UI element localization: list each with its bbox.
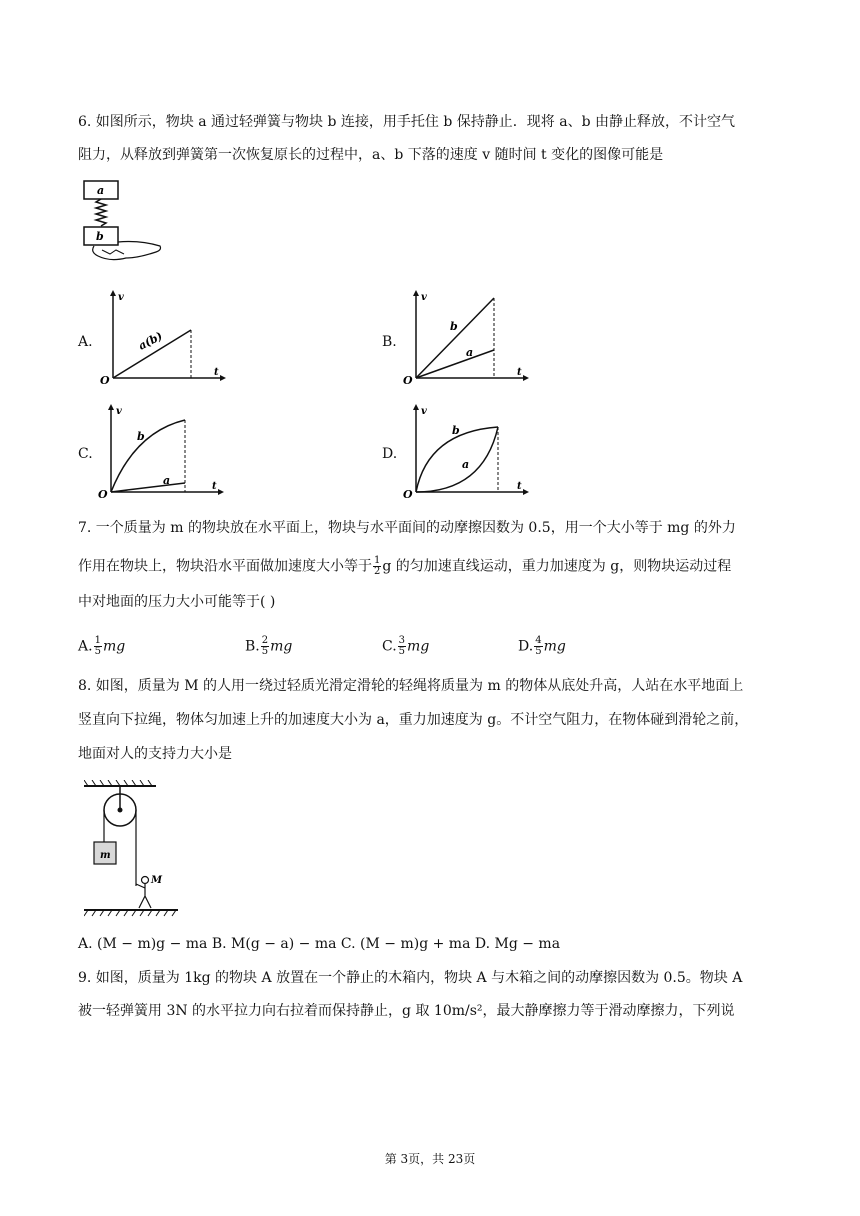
- q6-option-a-label[interactable]: A.: [78, 334, 93, 350]
- svg-text:t: t: [214, 367, 219, 378]
- svg-text:b: b: [450, 320, 458, 333]
- q7-option-d[interactable]: D. $\frac{4}{5}$ mg: [518, 635, 566, 657]
- svg-text:v: v: [421, 406, 427, 417]
- curve-label-ab: a(b): [136, 329, 165, 353]
- svg-text:t: t: [212, 481, 217, 492]
- svg-text:t: t: [517, 367, 522, 378]
- block-b-label: b: [96, 230, 104, 243]
- svg-text:b: b: [452, 424, 460, 437]
- q8-line-1: 8. 如图，质量为 M 的人用一绕过轻质光滑定滑轮的轻绳将质量为 m 的物体从底处升高，人站在水平地面上: [78, 678, 744, 694]
- svg-text:v: v: [116, 406, 122, 417]
- block-a-label: a: [97, 184, 105, 197]
- q7-option-a[interactable]: A. $\frac{1}{5}$ mg: [78, 635, 126, 657]
- curve-a: [111, 483, 185, 492]
- svg-text:M: M: [151, 875, 163, 886]
- svg-text:O: O: [100, 374, 110, 387]
- q6-option-b-graph: [398, 288, 533, 388]
- svg-text:v: v: [421, 292, 427, 303]
- q7-line-1: 7. 一个质量为 m 的物块放在水平面上，物块与水平面间的动摩擦因数为 0.5，用一个大小等于 mg 的外力: [78, 520, 736, 536]
- svg-text:O: O: [98, 488, 108, 501]
- q7-option-b[interactable]: B. $\frac{2}{5}$ mg: [245, 635, 293, 657]
- svg-text:O: O: [403, 488, 413, 501]
- q6-option-c-label[interactable]: C.: [78, 446, 93, 462]
- svg-text:b: b: [137, 430, 145, 443]
- line-b: [416, 298, 494, 378]
- q9-line-1: 9. 如图，质量为 1kg 的物块 A 放置在一个静止的木箱内，物块 A 与木箱之间的动摩擦因数为 0.5。物块 A: [78, 970, 743, 986]
- svg-text:t: t: [517, 481, 522, 492]
- q6-option-b-label[interactable]: B.: [382, 334, 397, 350]
- q8-pulley-figure: [84, 780, 184, 920]
- q6-option-d-label[interactable]: D.: [382, 446, 398, 462]
- svg-text:a: a: [462, 458, 470, 471]
- svg-text:v: v: [118, 292, 124, 303]
- svg-text:a: a: [163, 474, 171, 487]
- svg-text:a: a: [466, 346, 474, 359]
- q7-option-c[interactable]: C. $\frac{3}{5}$ mg: [382, 635, 430, 657]
- q6-line-2: 阻力，从释放到弹簧第一次恢复原长的过程中，a、b 下落的速度 v 随时间 t 变化的图像可能是: [78, 147, 664, 163]
- q6-option-a-graph: [95, 288, 230, 388]
- q6-option-c-graph: [95, 402, 230, 502]
- q9-line-2: 被一轻弹簧用 3N 的水平拉力向右拉着而保持静止，g 取 10m/s²，最大静摩擦力等于滑动摩擦力，下列说: [78, 1003, 735, 1019]
- svg-text:O: O: [403, 374, 413, 387]
- q8-line-3: 地面对人的支持力大小是: [78, 746, 232, 762]
- svg-text:m: m: [100, 850, 111, 861]
- person-body: [136, 884, 151, 908]
- curve-b: [111, 420, 185, 492]
- spring: [96, 199, 106, 226]
- q8-line-2: 竖直向下拉绳，物体匀加速上升的加速度大小为 a，重力加速度为 g。不计空气阻力，在物体碰到滑轮之前，: [78, 712, 749, 728]
- page-footer: 第 3页，共 23页: [384, 1152, 476, 1166]
- line-a: [416, 350, 494, 378]
- q8-options[interactable]: A. (M − m)g − ma B. M(g − a) − ma C. (M − m)g + ma D. Mg − ma: [78, 936, 561, 952]
- q6-option-d-graph: [398, 402, 533, 502]
- q7-fraction: $\frac{1}{2}$: [374, 555, 381, 577]
- q6-spring-figure: [80, 178, 170, 268]
- q7-line-2: 作用在物块上，物块沿水平面做加速度大小等于 $\frac{1}{2}$ g 的匀加速直线运动，重力加速度为 g，则物块运动过程: [78, 555, 732, 577]
- q7-line-3: 中对地面的压力大小可能等于( ): [78, 594, 276, 610]
- person-head: [142, 877, 149, 884]
- q6-line-1: 6. 如图所示，物块 a 通过轻弹簧与物块 b 连接，用手托住 b 保持静止．现将 a、b 由静止释放，不计空气: [78, 114, 735, 130]
